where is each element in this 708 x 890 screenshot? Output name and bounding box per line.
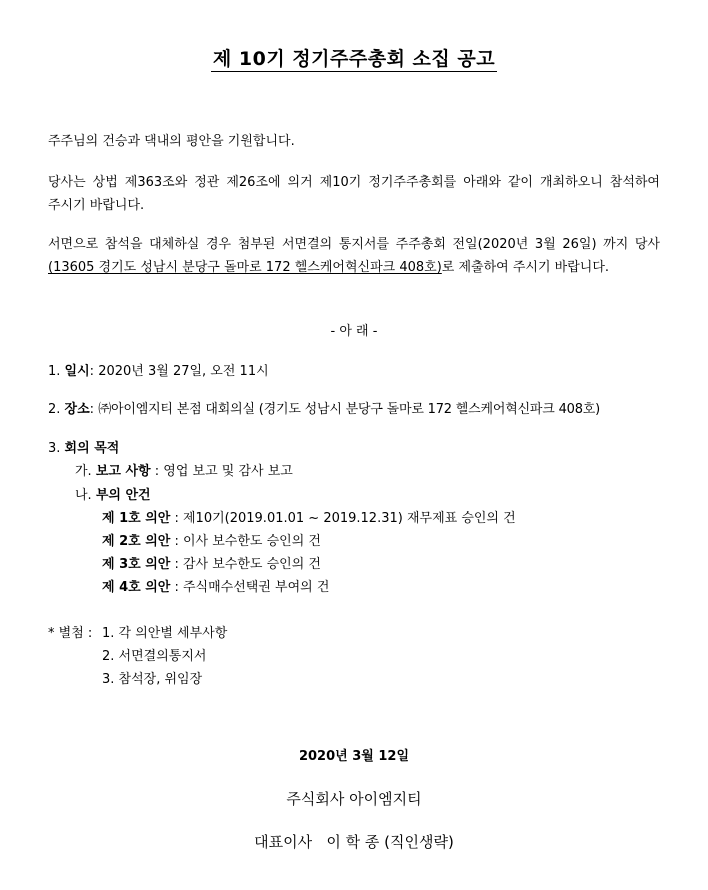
agenda-item bbox=[102, 553, 321, 572]
resolution-matters bbox=[75, 484, 151, 503]
company-name: 주식회사 아이엠지티 bbox=[286, 790, 422, 808]
notice-date: 2020년 3월 12일 bbox=[298, 749, 410, 764]
attachment-item: 1. 각 의안별 세부사항 bbox=[102, 626, 228, 641]
resolution-label: 부의 안건 bbox=[95, 488, 151, 503]
agenda-value: : 감사 보수한도 승인의 건 bbox=[174, 557, 321, 572]
report-matters bbox=[75, 460, 293, 479]
agenda-item bbox=[102, 576, 329, 595]
item-place-number: 2. bbox=[48, 402, 61, 417]
item-place-colon: : bbox=[89, 402, 95, 417]
agenda-item bbox=[102, 507, 516, 526]
submission-address: (13605 경기도 성남시 분당구 돌마로 172 헬스케어혁신파크 408호) bbox=[48, 260, 442, 275]
agenda-item bbox=[102, 530, 321, 549]
agenda-label: 제 4호 의안 bbox=[102, 580, 171, 595]
item-date-label: 일시 bbox=[64, 364, 90, 379]
agenda-value: : 이사 보수한도 승인의 건 bbox=[174, 534, 321, 549]
attachments-label: * 별첨 : bbox=[48, 626, 93, 641]
item-purpose-number: 3. bbox=[48, 441, 61, 456]
attachment-item: 3. 참석장, 위임장 bbox=[102, 672, 203, 687]
item-place bbox=[48, 398, 600, 417]
agenda-label: 제 3호 의안 bbox=[102, 557, 171, 572]
report-label: 보고 사항 bbox=[95, 464, 151, 479]
ceo-signature: 대표이사 이 학 종 (직인생략) bbox=[254, 833, 454, 851]
written-vote-paragraph bbox=[48, 233, 660, 279]
item-purpose-label: 회의 목적 bbox=[64, 441, 120, 456]
agenda-label: 제 2호 의안 bbox=[102, 534, 171, 549]
section-separator: - 아 래 - bbox=[330, 324, 378, 339]
resolution-prefix: 나. bbox=[75, 488, 92, 503]
agenda-label: 제 1호 의안 bbox=[102, 511, 171, 526]
attachment-item: 2. 서면결의통지서 bbox=[102, 649, 207, 664]
agenda-value: : 주식매수선택권 부여의 건 bbox=[174, 580, 330, 595]
written-vote-text-after: 로 제출하여 주시기 바랍니다. bbox=[441, 260, 610, 275]
item-date-colon: : bbox=[89, 364, 95, 379]
item-place-label: 장소 bbox=[64, 402, 90, 417]
greeting-text: 주주님의 건승과 댁내의 평안을 기원합니다. bbox=[48, 134, 295, 149]
item-date-number: 1. bbox=[48, 364, 61, 379]
report-value: : 영업 보고 및 감사 보고 bbox=[154, 464, 293, 479]
item-place-value: ㈜아이엠지티 본점 대회의실 (경기도 성남시 분당구 돌마로 172 헬스케어혁신파크 408호) bbox=[98, 402, 601, 417]
item-purpose bbox=[48, 437, 119, 456]
document-title: 제 10기 정기주주총회 소집 공고 bbox=[212, 48, 496, 70]
item-date bbox=[48, 360, 269, 379]
written-vote-text-before: 서면으로 참석을 대체하실 경우 첨부된 서면결의 통지서를 주주총회 전일(2020년 3월 26일) 까지 당사 bbox=[48, 237, 660, 252]
report-prefix: 가. bbox=[75, 464, 92, 479]
item-date-value: 2020년 3월 27일, 오전 11시 bbox=[98, 364, 269, 379]
intro-paragraph: 당사는 상법 제363조와 정관 제26조에 의거 제10기 정기주주총회를 아래와 같이 개최하오니 참석하여 주시기 바랍니다. bbox=[48, 175, 660, 213]
agenda-value: : 제10기(2019.01.01 ~ 2019.12.31) 재무제표 승인의 건 bbox=[174, 511, 516, 526]
